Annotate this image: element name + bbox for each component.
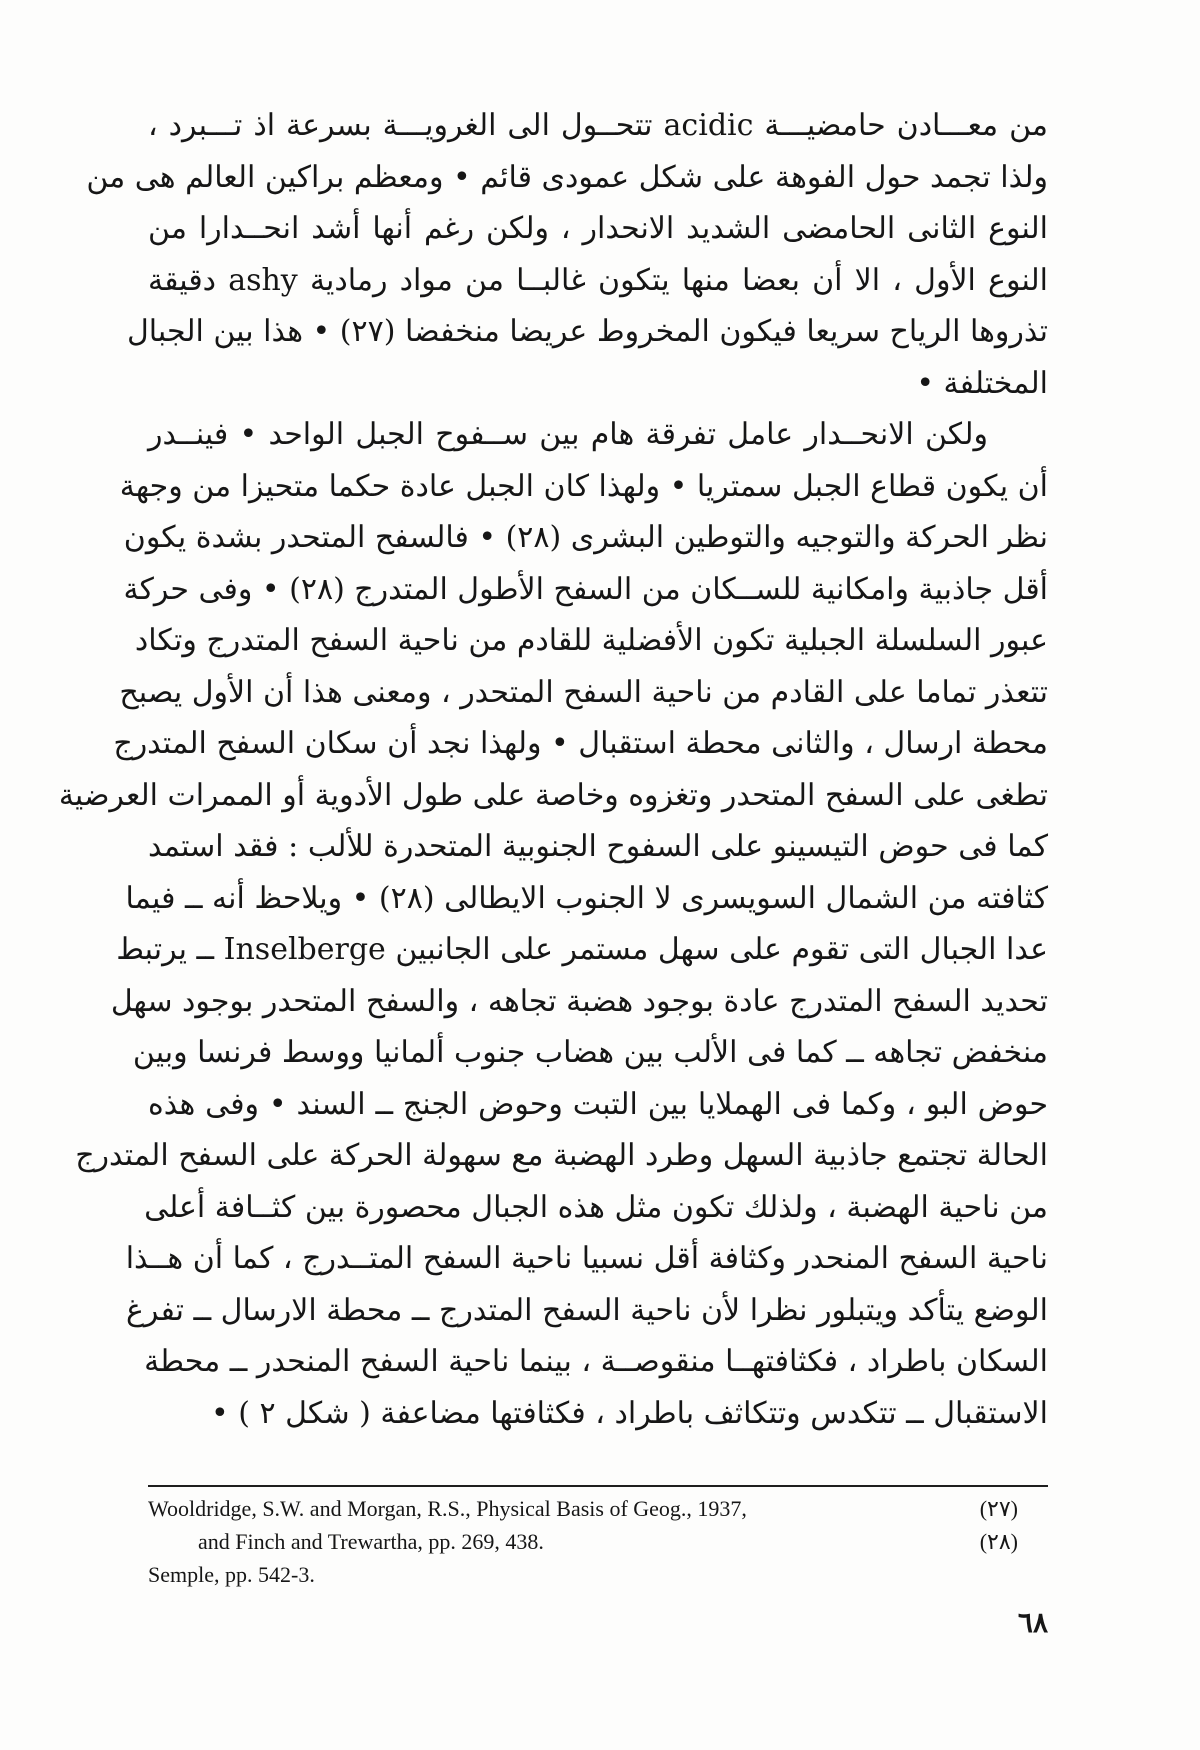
text-line: كثافته من الشمال السويسرى لا الجنوب الايطالى (٢٨) • ويلاحظ أنه ــ فيما xyxy=(125,880,1048,916)
text-line: النوع الثانى الحامضى الشديد الانحدار ، ولكن رغم أنها أشد انحــدارا من xyxy=(148,211,1048,246)
footnote-text: Semple, pp. 542-3. xyxy=(148,1562,315,1587)
footnote-text: Wooldridge, S.W. and Morgan, R.S., Physical Basis of Geog., 1937, xyxy=(148,1496,747,1521)
text-line: أقل جاذبية وامكانية للســكان من السفح الأطول المتدرج (٢٨) • وفى حركة xyxy=(123,571,1048,607)
footnote-marker: (٢٨) xyxy=(979,1529,1018,1554)
text-line: منخفض تجاهه ــ كما فى الألب بين هضاب جنوب ألمانيا ووسط فرنسا وبين xyxy=(132,1035,1048,1070)
text-line: السكان باطراد ، فكثافتهــا منقوصــة ، بينما ناحية السفح المنحدر ــ محطة xyxy=(144,1344,1048,1379)
text-line: تتعذر تماما على القادم من ناحية السفح المتحدر ، ومعنى هذا أن الأول يصبح xyxy=(119,674,1048,710)
text-line: محطة ارسال ، والثانى محطة استقبال • ولهذا نجد أن سكان السفح المتدرج xyxy=(113,726,1048,761)
text-line: عبور السلسلة الجبلية تكون الأفضلية للقادم من ناحية السفح المتدرج وتكاد xyxy=(134,623,1048,658)
paragraph-2 xyxy=(58,409,1048,1439)
text-line: أن يكون قطاع الجبل سمتريا • ولهذا كان الجبل عادة حكما متحيزا من وجهة xyxy=(119,468,1048,504)
text-line: تطغى على السفح المتحدر وتغزوه وخاصة على طول الأدوية أو الممرات العرضية xyxy=(58,777,1048,813)
text-line: كما فى حوض التيسينو على السفوح الجنوبية المتحدرة للألب : فقد استمد xyxy=(148,829,1048,864)
page-number: ٦٨ xyxy=(1017,1606,1048,1639)
text-line: من معـــادن حامضيـــة acidic تتحــول الى الغرويـــة بسرعة اذ تـــبرد ، xyxy=(148,108,1049,143)
text-line: من ناحية الهضبة ، ولذلك تكون مثل هذه الجبال محصورة بين كثــافة أعلى xyxy=(144,1189,1048,1225)
footnote-27 xyxy=(148,1492,1048,1525)
footnote-text: and Finch and Trewartha, pp. 269, 438. xyxy=(198,1529,544,1554)
footnote-divider xyxy=(148,1485,1048,1487)
paragraph-1 xyxy=(86,100,1049,409)
footnote-27-continued xyxy=(148,1525,1048,1558)
text-line: المختلفة • xyxy=(916,365,1048,401)
body-text xyxy=(58,100,1049,1439)
text-line: تذروها الرياح سريعا فيكون المخروط عريضا منخفضا (٢٧) • هذا بين الجبال xyxy=(126,314,1048,349)
text-line: نظر الحركة والتوجيه والتوطين البشرى (٢٨) • فالسفح المتحدر بشدة يكون xyxy=(123,520,1048,555)
text-line: النوع الأول ، الا أن بعضا منها يتكون غالبــا من مواد رمادية ashy دقيقة xyxy=(148,262,1048,298)
footnote-28 xyxy=(148,1558,1048,1591)
text-line: الاستقبال ــ تتكدس وتتكاثف باطراد ، فكثافتها مضاعفة ( شكل ٢ ) • xyxy=(211,1395,1048,1431)
text-line: ولكن الانحــدار عامل تفرقة هام بين ســفوح الجبل الواحد • فينــدر xyxy=(148,417,988,452)
footnote-marker: (٢٧) xyxy=(979,1496,1018,1521)
text-line: حوض البو ، وكما فى الهملايا بين التبت وحوض الجنج ــ السند • وفى هذه xyxy=(148,1086,1048,1122)
text-line: الحالة تجتمع جاذبية السهل وطرد الهضبة مع سهولة الحركة على السفح المتدرج xyxy=(75,1138,1048,1173)
footnotes xyxy=(148,1492,1048,1591)
text-line: الوضع يتأكد ويتبلور نظرا لأن ناحية السفح المتدرج ــ محطة الارسال ــ تفرغ xyxy=(126,1292,1048,1328)
text-line: تحديد السفح المتدرج عادة بوجود هضبة تجاهه ، والسفح المتحدر بوجود سهل xyxy=(110,983,1048,1019)
text-line: عدا الجبال التى تقوم على سهل مستمر على الجانبين Inselberge ــ يرتبط xyxy=(116,932,1048,967)
text-line: ناحية السفح المنحدر وكثافة أقل نسبيا ناحية السفح المتــدرج ، كما أن هــذا xyxy=(125,1241,1048,1276)
text-line: ولذا تجمد حول الفوهة على شكل عمودى قائم • ومعظم براكين العالم هى من xyxy=(86,159,1048,195)
